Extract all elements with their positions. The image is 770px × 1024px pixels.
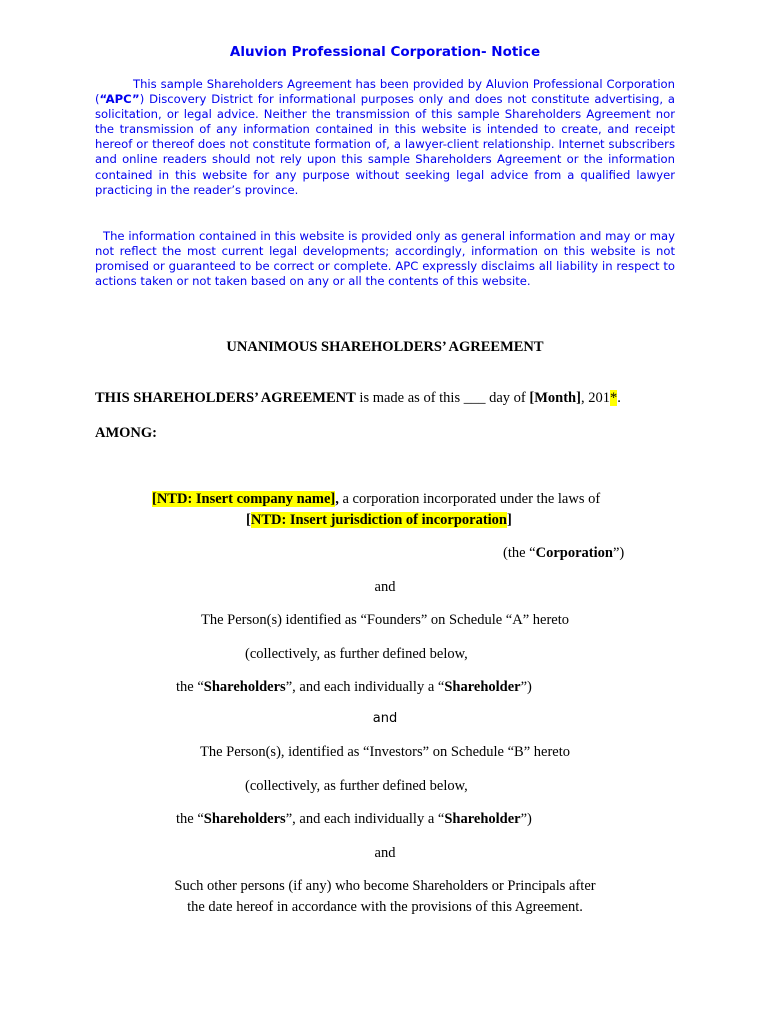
sh-def-c: ”, and each individually a “ [285,679,445,695]
and-separator-1: and [374,579,396,595]
investors-line: The Person(s), identified as “Investors” on Schedule “B” hereto [199,744,571,760]
notice-paragraph-1 [95,77,675,198]
company-name-placeholder: [NTD: Insert company name] [152,491,336,507]
sh-def-a: the “ [176,679,204,695]
corp-def-close: ”) [612,545,625,561]
intro-mid: is made as of this ___ day of [355,390,530,406]
corporation-definition [503,545,624,562]
year-placeholder-star: * [609,390,618,406]
sh-def-e: ”) [520,679,532,695]
founders-line: The Person(s) identified as “Founders” on Schedule “A” hereto [200,612,570,628]
notice-apc-abbrev: “APC” [99,92,140,107]
sh-def-term-singular-2: Shareholder [444,811,521,827]
jurisdiction-placeholder: NTD: Insert jurisdiction of incorporation [250,512,508,528]
sh-def-e-2: ”) [520,811,532,827]
intro-month: [Month] [529,390,581,406]
company-comma: , [335,491,339,507]
company-line [152,491,600,508]
other-persons-line-2: the date hereof in accordance with the provisions of this Agreement. [187,899,583,915]
notice-paragraph-2: The information contained in this website is provided only as general information and may or may not reflect the most current legal developments; accordingly, information on this website is not promised or guaranteed to be correct or complete. APC expressly disclaims all liability in respect to actions taken or not taken based on any or all the contents of this website. [95,229,675,289]
and-separator-3: and [374,845,396,861]
jurisdiction-close-bracket: ] [507,512,512,528]
notice-p1-text-a: This sample Shareholders Agreement has been provided by Aluvion Professional Corporation ( [95,77,675,107]
other-persons-line-1: Such other persons (if any) who become Shareholders or Principals after [174,878,596,894]
collectively-line-1: (collectively, as further defined below, [245,646,468,662]
intro-bold: THIS SHAREHOLDERS’ AGREEMENT [95,390,356,406]
agreement-heading: UNANIMOUS SHAREHOLDERS’ AGREEMENT [226,339,544,355]
among-label: AMONG: [95,425,158,441]
sh-def-c-2: ”, and each individually a “ [285,811,445,827]
sh-def-a-2: the “ [176,811,204,827]
sh-def-term-plural-2: Shareholders [203,811,286,827]
sh-def-term-singular: Shareholder [444,679,521,695]
jurisdiction-open-bracket: [ [246,512,251,528]
notice-p1-text-b: ) Discovery District for informational purposes only and does not constitute advertising, a solicitation, or legal advice. Neither the transmission of this sample Shareholders Agreement nor the transmission of any information contained in this website is intended to create, and receipt hereof or thereof does not constitute formation of, a lawyer-client relationship. Internet subscribers and online readers should not rely upon this sample Shareholders Agreement or the information contained in this website for any purpose without seeking legal advice from a qualified lawyer practicing in the reader’s province. [95,92,675,197]
company-incorporated-text: a corporation incorporated under the laws of [338,491,601,507]
collectively-line-2: (collectively, as further defined below, [245,778,468,794]
intro-year: , 201 [580,390,610,406]
corp-def-open: (the “ [503,545,536,561]
corp-def-term: Corporation [535,545,613,561]
and-separator-2: and [372,711,398,726]
intro-end: . [617,390,621,406]
sh-def-term-plural: Shareholders [203,679,286,695]
shareholders-definition-2 [176,811,532,828]
jurisdiction-line [246,512,512,529]
notice-title: Aluvion Professional Corporation- Notice [229,44,541,60]
agreement-intro [95,390,621,407]
shareholders-definition-1 [176,679,532,696]
